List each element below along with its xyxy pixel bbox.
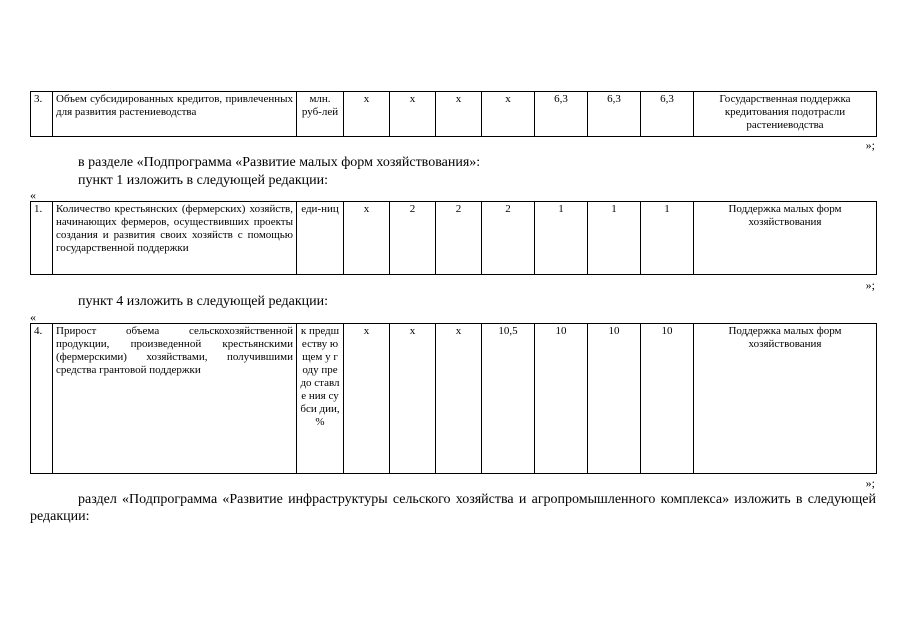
- value-cell: х: [344, 202, 390, 275]
- indicator-name: Прирост объема сельскохозяйственной продукции, произведенной крестьянскими (фермерскими) хозяйствами, получившими средства грантовой поддержки: [53, 324, 297, 474]
- paragraph: в разделе «Подпрограмма «Развитие малых форм хозяйствования»:: [78, 155, 481, 170]
- closing-quote: »;: [865, 476, 875, 490]
- table-row: [31, 92, 877, 137]
- value-cell: х: [390, 92, 436, 137]
- value-cell: 1: [641, 202, 694, 275]
- paragraph: раздел «Подпрограмма «Развитие инфраструктуры сельского хозяйства и агропромышленного комплекса» изложить в следующей редакции:: [30, 492, 876, 524]
- indicator-table-2: [30, 201, 877, 275]
- value-cell: х: [390, 324, 436, 474]
- closing-quote: »;: [865, 138, 875, 152]
- value-cell: 2: [436, 202, 482, 275]
- note-cell: Поддержка малых форм хозяйствования: [694, 324, 877, 474]
- value-cell: 10: [588, 324, 641, 474]
- unit-cell: к предш еству ющем у году предо ставле ния субси дии, %: [297, 324, 344, 474]
- value-cell: х: [482, 92, 535, 137]
- value-cell: 2: [482, 202, 535, 275]
- table-row: [31, 202, 877, 275]
- unit-cell: еди-ниц: [297, 202, 344, 275]
- note-cell: Государственная поддержка кредитования подотрасли растениеводства: [694, 92, 877, 137]
- row-number: 4.: [31, 324, 53, 474]
- value-cell: х: [436, 324, 482, 474]
- paragraph: пункт 1 изложить в следующей редакции:: [78, 173, 328, 188]
- value-cell: 2: [390, 202, 436, 275]
- unit-cell: млн. руб-лей: [297, 92, 344, 137]
- value-cell: х: [344, 324, 390, 474]
- paragraph: пункт 4 изложить в следующей редакции:: [78, 294, 328, 309]
- indicator-name: Объем субсидированных кредитов, привлеченных для развития растениеводства: [53, 92, 297, 137]
- indicator-table-3: [30, 323, 877, 474]
- value-cell: 6,3: [641, 92, 694, 137]
- indicator-name: Количество крестьянских (фермерских) хозяйств, начинающих фермеров, осуществивших проекты создания и развития своих хозяйств с помощью государственной поддержки: [53, 202, 297, 275]
- value-cell: 1: [535, 202, 588, 275]
- closing-quote: »;: [865, 278, 875, 292]
- row-number: 3.: [31, 92, 53, 137]
- value-cell: 6,3: [535, 92, 588, 137]
- indicator-table-1: [30, 91, 877, 137]
- table-row: [31, 324, 877, 474]
- value-cell: 1: [588, 202, 641, 275]
- value-cell: х: [436, 92, 482, 137]
- value-cell: 10,5: [482, 324, 535, 474]
- value-cell: 6,3: [588, 92, 641, 137]
- value-cell: 10: [535, 324, 588, 474]
- value-cell: х: [344, 92, 390, 137]
- row-number: 1.: [31, 202, 53, 275]
- note-cell: Поддержка малых форм хозяйствования: [694, 202, 877, 275]
- opening-quote: «: [30, 310, 36, 324]
- opening-quote: «: [30, 188, 36, 202]
- value-cell: 10: [641, 324, 694, 474]
